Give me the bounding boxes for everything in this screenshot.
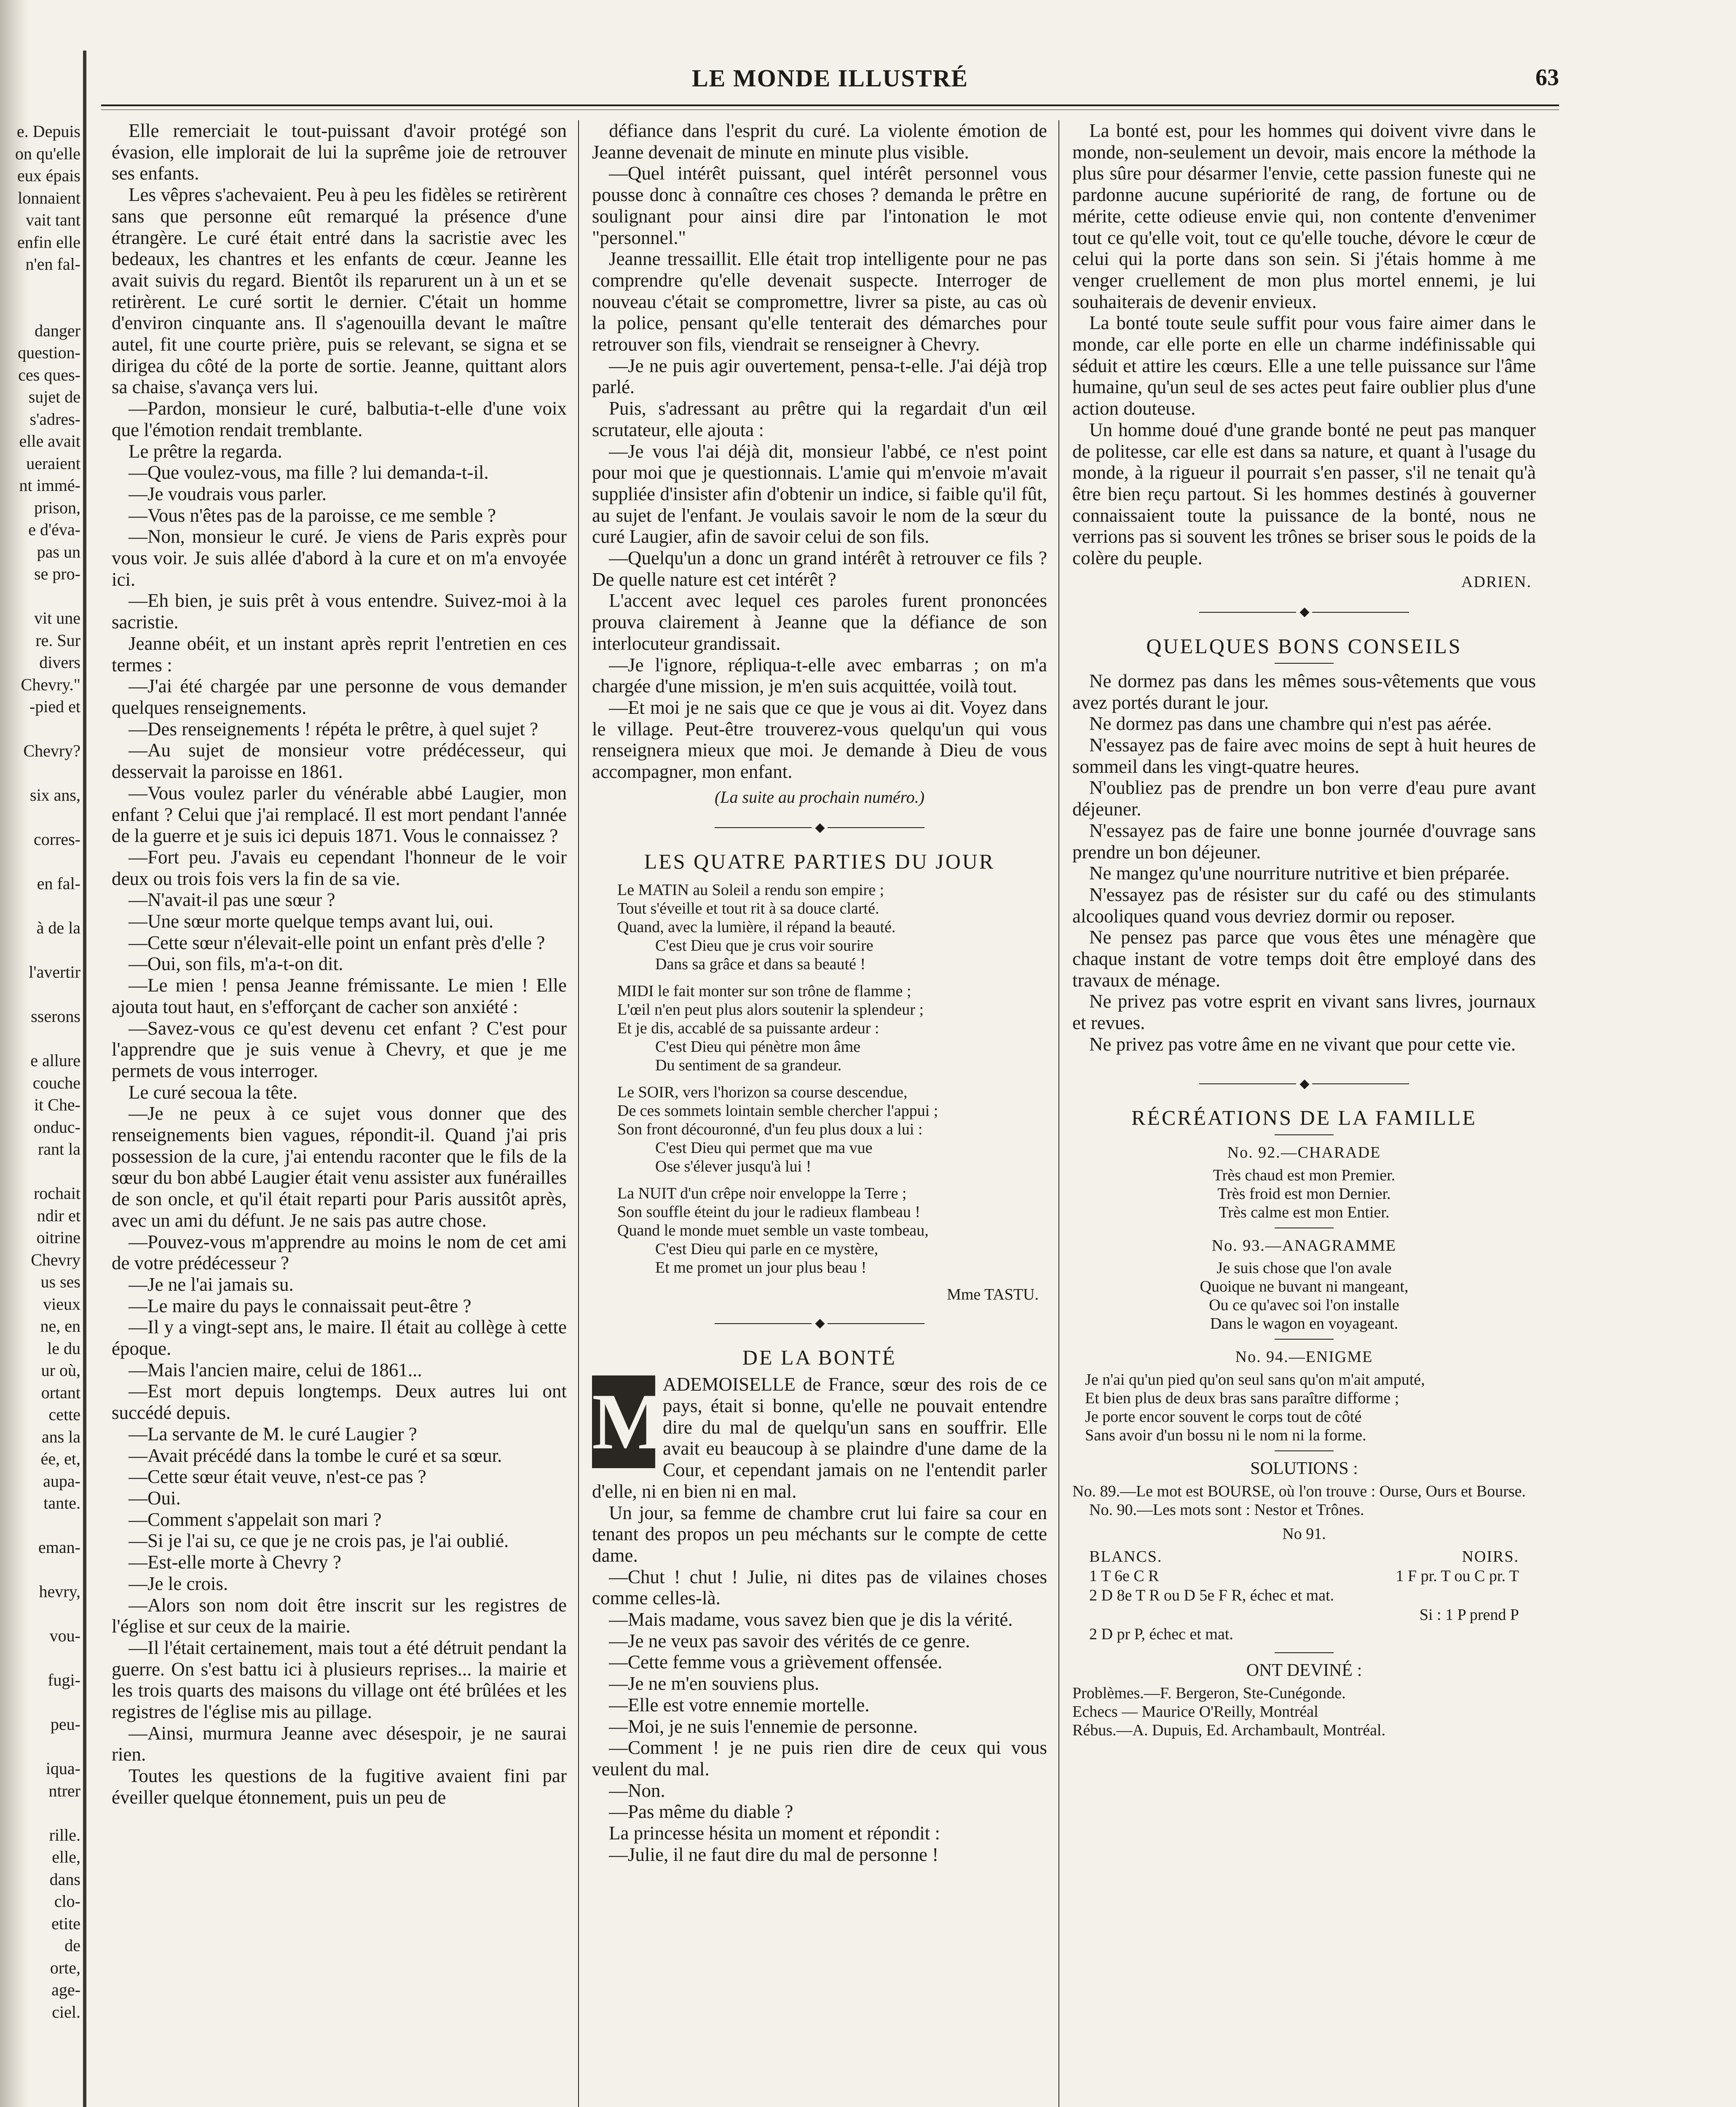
poem-line: Son front découronné, d'un feu plus doux a lui :	[617, 1120, 923, 1138]
story-paragraph: —Je ne puis agir ouvertement, pensa-t-elle. J'ai déjà trop parlé.	[592, 355, 1047, 398]
adjacent-page-line: e allure	[30, 1051, 80, 1070]
adjacent-page-line: iqua-	[46, 1759, 80, 1778]
adjacent-page-line: nt immé-	[19, 476, 80, 495]
adjacent-page-line: s'adres-	[29, 409, 80, 429]
story-paragraph: —Comment s'appelait son mari ?	[129, 1509, 382, 1530]
adjacent-page-line: age-	[51, 1980, 80, 1999]
adjacent-page-line: lonnaient	[18, 188, 80, 207]
puzzle-line: Je n'ai qu'un pied qu'on seul sans qu'on m'ait amputé,	[1085, 1371, 1425, 1389]
charade-heading: No. 92.—CHARADE	[1227, 1143, 1381, 1161]
conseil-item: N'oubliez pas de prendre un bon verre d'eau pure avant déjeuner.	[1072, 777, 1536, 820]
masthead	[101, 55, 1559, 118]
section-ornament: ◆	[592, 1311, 1047, 1334]
serial-suite-note: (La suite au prochain numéro.)	[714, 787, 925, 807]
drop-cap-letter: M	[592, 1375, 655, 1468]
conseil-item: Ne mangez qu'une nourriture nutritive et bien préparée.	[1089, 863, 1510, 884]
adjacent-page-line: de	[64, 1936, 80, 1955]
story-paragraph: Elle remerciait le tout-puissant d'avoir protégé son évasion, elle implorait de lui la suprême joie de retrouver ses enfants.	[112, 120, 567, 184]
poem-line: Quand le monde muet semble un vaste tombeau,	[617, 1221, 929, 1239]
story-paragraph: —Une sœur morte quelque temps avant lui, oui.	[129, 911, 494, 932]
adjacent-page-line: fugi-	[48, 1670, 80, 1689]
story-paragraph: —Est mort depuis longtemps. Deux autres lui ont succédé depuis.	[112, 1381, 567, 1423]
story-paragraph: —Non, monsieur le curé. Je viens de Paris exprès pour vous voir. Je suis allée d'abord à la cure et on m'a envoyée ici.	[112, 526, 567, 590]
adjacent-page-line: ne, en	[40, 1316, 80, 1335]
adjacent-page-line: sujet de	[28, 387, 80, 406]
conseils-list	[1072, 670, 1536, 1055]
adjacent-page-line: ciel.	[52, 2002, 80, 2021]
poem-line: Tout s'éveille et tout rit à sa douce clarté.	[617, 899, 879, 917]
devine-list	[1072, 1684, 1536, 1740]
adjacent-page-line: Chevry	[31, 1250, 80, 1269]
story-paragraph: défiance dans l'esprit du curé. La violente émotion de Jeanne devenait de minute en minute plus visible.	[592, 120, 1047, 163]
story-paragraph: Le prêtre la regarda.	[129, 440, 282, 462]
puzzle-line: Quoique ne buvant ni mangeant,	[1200, 1278, 1409, 1296]
serial-story-continued	[592, 120, 1047, 783]
conseils-title: QUELQUES BONS CONSEILS	[1146, 634, 1462, 658]
adjacent-page-line: it Che-	[34, 1095, 80, 1114]
poem-line: Et je dis, accablé de sa puissante ardeur :	[617, 1019, 879, 1037]
adjacent-page-line: eux épais	[17, 166, 80, 185]
adjacent-page-strip	[0, 0, 86, 2107]
story-paragraph: —Le maire du pays le connaissait peut-être ?	[129, 1295, 472, 1316]
poem-line: Et me promet un jour plus beau !	[655, 1258, 867, 1276]
column-3	[1072, 120, 1536, 2107]
chess-header-row	[1072, 1547, 1536, 1566]
bonte-body	[592, 1502, 1047, 1866]
adjacent-page-line: ces ques-	[18, 365, 80, 384]
adjacent-page-line: e. Depuis	[16, 122, 80, 141]
chess-move-2: 2 D 8e T R ou D 5e F R, échec et mat.	[1089, 1587, 1334, 1605]
bonte-paragraph: —Julie, il ne faut dire du mal de personne !	[609, 1844, 939, 1865]
chess-variant: Si : 1 P prend P	[1419, 1606, 1519, 1624]
title-underline	[1275, 663, 1334, 664]
column-2	[592, 120, 1047, 2107]
adjacent-page-line: à de la	[36, 918, 80, 937]
adjacent-page-line: dans	[49, 1869, 80, 1889]
adjacent-page-line: divers	[39, 653, 80, 672]
chess-move-white: 1 T 6e C R	[1089, 1567, 1159, 1585]
poem-author: Mme TASTU.	[947, 1285, 1039, 1303]
adjacent-page-line: oitrine	[36, 1228, 80, 1247]
story-paragraph: —Eh bien, je suis prêt à vous entendre. Suivez-moi à la sacristie.	[112, 590, 567, 633]
adjacent-page-line: ueraient	[26, 453, 80, 473]
poem-line: Son souffle éteint du jour le radieux flambeau !	[617, 1203, 920, 1221]
bonte-title: DE LA BONTÉ	[742, 1345, 897, 1369]
story-paragraph: —Fort peu. J'avais eu cependant l'honneur de le voir deux ou trois fois vers la fin de sa vie.	[112, 846, 567, 889]
story-paragraph: —Au sujet de monsieur votre prédécesseur, qui desservait la paroisse en 1861.	[112, 740, 567, 783]
adjacent-page-line: prison,	[34, 498, 80, 517]
poem-line: C'est Dieu qui permet que ma vue	[655, 1139, 873, 1157]
adjacent-page-line: sserons	[31, 1007, 80, 1026]
bonte-paragraph: —Cette femme vous a grièvement offensée.	[609, 1651, 943, 1673]
poem-stanza	[592, 982, 1047, 1075]
adjacent-page-line: aupa-	[43, 1471, 80, 1490]
story-paragraph: —Pardon, monsieur le curé, balbutia-t-elle d'une voix que l'émotion rendait tremblante.	[112, 398, 567, 440]
adjacent-page-line: ndir et	[37, 1206, 80, 1225]
puzzle-line: Très calme est mon Entier.	[1219, 1203, 1390, 1221]
conseil-item: Ne dormez pas dans une chambre qui n'est pas aérée.	[1089, 713, 1492, 735]
chess-move-row	[1072, 1566, 1536, 1586]
adjacent-page-line: vou-	[49, 1626, 80, 1645]
publication-title: LE MONDE ILLUSTRÉ	[691, 64, 969, 92]
story-paragraph: —Le mien ! pensa Jeanne frémissante. Le mien ! Elle ajouta tout haut, en s'efforçant de cacher son anxiété :	[112, 975, 567, 1017]
adjacent-page-line: le du	[47, 1338, 80, 1358]
story-paragraph: —Savez-vous ce qu'est devenu cet enfant ? C'est pour l'apprendre que je suis venue à Chevry, et que je me permets de vous interroger.	[112, 1017, 567, 1081]
column-1	[112, 120, 567, 2107]
adjacent-page-line: re. Sur	[35, 630, 80, 650]
bonte-paragraph: —Moi, je ne suis l'ennemie de personne.	[609, 1716, 918, 1737]
bonte-paragraph: La bonté est, pour les hommes qui doivent vivre dans le monde, non-seulement un devoir, mais encore la méthode la plus sûre pour désarmer l'envie, cette passion funeste qui ne pardonne aucune supériorité de rang, de fortune ou de mérite, cette odieuse envie qui, non contente d'envenimer tout ce qu'elle voit, tout ce qu'elle touche, dévore le cœur de celui qui la porte dans son sein. Si j'étais homme à me venger cruellement de mon plus mortel ennemi, je lui souhaiterais de devenir envieux.	[1072, 120, 1536, 312]
solution-90: No. 90.—Les mots sont : Nestor et Trônes.	[1089, 1501, 1364, 1519]
story-paragraph: —Je l'ignore, répliqua-t-elle avec embarras ; on m'a chargée d'une mission, je m'en suis acquittée, voilà tout.	[592, 654, 1047, 697]
poem-body	[592, 881, 1047, 1277]
title-underline	[1275, 1134, 1334, 1135]
story-paragraph: —Oui, son fils, m'a-t-on dit.	[129, 953, 343, 975]
puzzle-line: Très chaud est mon Premier.	[1213, 1166, 1396, 1184]
conseil-item: N'essayez pas de résister sur du café ou des stimulants alcooliques quand vous devriez dormir ou reposer.	[1072, 884, 1536, 927]
divider	[1275, 1652, 1334, 1653]
story-paragraph: —Je ne peux à ce sujet vous donner que des renseignements bien vagues, répondit-il. Quand j'ai pris possession de la cure, j'ai entendu raconter que le fils de la sœur du bon abbé Laugier était venu assister aux funérailles de son oncle, et qu'il était reparti pour Paris aussitôt après, avec un ami du défunt. Je ne sais pas autre chose.	[112, 1103, 567, 1231]
poem-line: MIDI le fait monter sur son trône de flamme ;	[617, 982, 911, 1000]
story-paragraph: —Je ne l'ai jamais su.	[129, 1273, 294, 1295]
adjacent-page-line: vit une	[34, 609, 80, 627]
poem-line: Quand, avec la lumière, il répand la beauté.	[617, 918, 896, 936]
section-ornament: ◆	[1072, 600, 1536, 623]
story-paragraph: —Des renseignements ! répéta le prêtre, à quel sujet ?	[129, 718, 538, 740]
story-paragraph: —Cette sœur était veuve, n'est-ce pas ?	[129, 1466, 426, 1488]
chess-black-label: NOIRS.	[1462, 1548, 1519, 1566]
adjacent-page-line: vait tant	[26, 210, 80, 229]
bonte-paragraph: —Comment ! je ne puis rien dire de ceux qui vous veulent du mal.	[592, 1737, 1047, 1780]
puzzle-line: Ou ce qu'avec soi l'on installe	[1209, 1296, 1399, 1314]
story-paragraph: —Est-elle morte à Chevry ?	[129, 1552, 341, 1573]
poem-line: C'est Dieu que je crus voir sourire	[655, 936, 873, 954]
poem-stanza	[592, 1083, 1047, 1176]
bonte-paragraph: —Non.	[609, 1780, 665, 1801]
enigme-text	[1072, 1370, 1536, 1445]
puzzle-line: Echecs — Maurice O'Reilly, Montréal	[1072, 1703, 1318, 1721]
adjacent-page-line: rille.	[49, 1825, 80, 1844]
anagramme-text	[1072, 1259, 1536, 1333]
divider	[1275, 1339, 1334, 1340]
story-paragraph: —Je le crois.	[129, 1573, 228, 1594]
bonte-opening	[592, 1374, 1047, 1502]
adjacent-page-line: se pro-	[34, 564, 80, 583]
story-paragraph: —Alors son nom doit être inscrit sur les registres de l'église et sur ceux de la mairie.	[112, 1594, 567, 1637]
adjacent-page-line: n'en fal-	[25, 255, 80, 273]
conseil-item: Ne privez pas votre esprit en vivant sans livres, journaux et revues.	[1072, 991, 1536, 1034]
poem-line: Le MATIN au Soleil a rendu son empire ;	[617, 881, 884, 899]
poem-line: Dans sa grâce et dans sa beauté !	[655, 955, 866, 973]
bonte-paragraph: Un homme doué d'une grande bonté ne peut pas manquer de politesse, car elle est dans sa nature, et quant à l'usage du monde, à la rigueur il pourrait s'en passer, s'il ne tenait qu'à être bien reçu partout. Si les hommes destinés à gouverner connaissaient toute la puissance de la bonté, nous ne verrions pas si souvent les trônes se briser sous le poids de la colère du peuple.	[1072, 419, 1536, 569]
column-rule	[578, 120, 579, 2107]
poem-line: C'est Dieu qui pénètre mon âme	[655, 1037, 860, 1056]
section-ornament: ◆	[592, 816, 1047, 839]
conseil-item: N'essayez pas de faire avec moins de sept à huit heures de sommeil dans les vingt-quatre heures.	[1072, 734, 1536, 777]
puzzle-line: Problèmes.—F. Bergeron, Ste-Cunégonde.	[1072, 1684, 1346, 1702]
poem-stanza	[592, 1184, 1047, 1277]
adjacent-page-edge	[83, 51, 86, 2107]
puzzle-line: Très froid est mon Dernier.	[1217, 1185, 1391, 1203]
story-paragraph: —N'avait-il pas une sœur ?	[129, 889, 335, 911]
adjacent-page-line: orte,	[50, 1958, 80, 1977]
adjacent-page-line: ée, et,	[40, 1449, 80, 1468]
conseil-item: N'essayez pas de faire une bonne journée d'ouvrage sans prendre un bon déjeuner.	[1072, 820, 1536, 863]
adjacent-page-line: eman-	[38, 1538, 80, 1557]
story-paragraph: —Avait précédé dans la tombe le curé et sa sœur.	[129, 1445, 502, 1466]
story-paragraph: —Cette sœur n'élevait-elle point un enfant près d'elle ?	[129, 932, 545, 953]
adjacent-page-line: ur où,	[41, 1361, 80, 1380]
puzzle-line: Je suis chose que l'on avale	[1216, 1259, 1392, 1277]
poem-line: Le SOIR, vers l'horizon sa course descendue,	[617, 1083, 908, 1101]
adjacent-page-line: en fal-	[37, 874, 80, 893]
puzzle-line: Je porte encor souvent le corps tout de côté	[1085, 1408, 1362, 1426]
serial-story-text	[112, 120, 567, 1808]
bonte-paragraph: La princesse hésita un moment et répondit :	[609, 1823, 940, 1844]
story-paragraph: —Pouvez-vous m'apprendre au moins le nom de cet ami de votre prédécesseur ?	[112, 1231, 567, 1274]
bonte-paragraph: —Je ne m'en souviens plus.	[609, 1673, 820, 1694]
bonte-first-paragraph: ADEMOISELLE de France, sœur des rois de ce pays, était si bonne, qu'elle ne pouvait entendre dire du mal de quelqu'un sans en souffrir. Elle avait eu beaucoup à se plaindre d'une dame de la Cour, et cependant jamais on ne l'entendit parler d'elle, ni en bien ni en mal.	[592, 1374, 1047, 1502]
section-ornament: ◆	[1072, 1072, 1536, 1095]
story-paragraph: —J'ai été chargée par une personne de vous demander quelques renseignements.	[112, 676, 567, 718]
enigme-heading: No. 94.—ENIGME	[1235, 1348, 1373, 1366]
poem-line: C'est Dieu qui parle en ce mystère,	[655, 1240, 879, 1258]
column-rule	[1058, 120, 1059, 2107]
adjacent-page-line: elle,	[52, 1847, 80, 1866]
adjacent-page-line: corres-	[33, 830, 80, 849]
bonte-paragraph: —Je ne veux pas savoir des vérités de ce genre.	[609, 1630, 970, 1651]
poem-title: LES QUATRE PARTIES DU JOUR	[644, 850, 995, 874]
puzzle-line: Rébus.—A. Dupuis, Ed. Archambault, Montréal.	[1072, 1721, 1386, 1740]
conseil-item: Ne dormez pas dans les mêmes sous-vêtements que vous avez portés durant le jour.	[1072, 670, 1536, 713]
adjacent-page-line: cette	[48, 1405, 80, 1424]
story-paragraph: —Il l'était certainement, mais tout a été détruit pendant la guerre. On s'est battu ici à plusieurs reprises... la mairie et les trois quarts des maisons du village ont été brûlées et les registres de l'église mis au pillage.	[112, 1637, 567, 1723]
adjacent-page-line: rant la	[38, 1139, 80, 1158]
adjacent-page-line: six ans,	[30, 785, 80, 804]
recreations-title: RÉCRÉATIONS DE LA FAMILLE	[1131, 1106, 1477, 1130]
adjacent-page-line: e d'éva-	[28, 520, 80, 539]
adjacent-page-line: us ses	[40, 1272, 80, 1291]
bonte-paragraph: —Elle est votre ennemie mortelle.	[609, 1694, 870, 1716]
chess-variant-2: 2 D pr P, échec et mat.	[1089, 1625, 1233, 1643]
story-paragraph: —Mais l'ancien maire, celui de 1861...	[129, 1359, 422, 1381]
bonte-paragraph: La bonté toute seule suffit pour vous faire aimer dans le monde, car elle porte en elle un charme indéfinissable qui séduit et attire les cœurs. Elle a une telle puissance sur l'âme humaine, qu'un seul de ses actes peut faire oublier plus d'une action douteuse.	[1072, 312, 1536, 419]
puzzle-line: Sans avoir d'un bossu ni le nom ni la forme.	[1085, 1426, 1366, 1445]
poem-line: De ces sommets lointain semble chercher l'appui ;	[617, 1102, 938, 1120]
story-paragraph: Jeanne tressaillit. Elle était trop intelligente pour ne pas comprendre qu'elle devenait suspecte. Interroger de nouveau c'était se compromettre, livrer sa piste, au cas où la police, pensant qu'elle tenterait des démarches pour retrouver son fils, viendrait se renseigner à Chevry.	[592, 248, 1047, 355]
puzzle-line: Et bien plus de deux bras sans paraître difforme ;	[1085, 1389, 1399, 1407]
adjacent-page-line: pas un	[37, 542, 80, 561]
adjacent-page-line: etite	[51, 1914, 80, 1933]
story-paragraph: —Je voudrais vous parler.	[129, 483, 327, 504]
adjacent-page-line: enfin elle	[17, 232, 80, 252]
poem-stanza	[592, 881, 1047, 973]
puzzle-line: Dans le wagon en voyageant.	[1210, 1315, 1398, 1333]
adjacent-page-line: ans la	[41, 1427, 80, 1446]
bonte-paragraph: Un jour, sa femme de chambre crut lui faire sa cour en tenant des propos un peu méchants sur le compte de cette dame.	[592, 1502, 1047, 1566]
bonte-paragraph: —Mais madame, vous savez bien que je dis la vérité.	[609, 1609, 1013, 1630]
adjacent-page-line: clo-	[54, 1892, 80, 1911]
page-number: 63	[1535, 64, 1559, 91]
adjacent-page-line: vieux	[43, 1294, 80, 1314]
story-paragraph: —Que voulez-vous, ma fille ? lui demanda-t-il.	[129, 462, 489, 483]
story-paragraph: —Je vous l'ai déjà dit, monsieur l'abbé, ce n'est point pour moi que je questionnais. L'amie qui m'envoie m'avait suppliée d'insister afin d'obtenir un indice, si faible qu'il fût, au sujet de l'enfant. Je voulais savoir le nom de la sœur du curé Laugier, afin de savoir celui de son fils.	[592, 440, 1047, 547]
story-paragraph: —Vous n'êtes pas de la paroisse, ce me semble ?	[129, 504, 496, 526]
poem-line: L'œil n'en peut plus alors soutenir la splendeur ;	[617, 1000, 924, 1019]
story-paragraph: Jeanne obéit, et un instant après reprit l'entretien en ces termes :	[112, 633, 567, 676]
story-paragraph: L'accent avec lequel ces paroles furent prononcées prouva clairement à Jeanne que la défiance de son interlocuteur grandissait.	[592, 590, 1047, 654]
story-paragraph: —La servante de M. le curé Laugier ?	[129, 1423, 417, 1445]
adjacent-page-line: ntrer	[48, 1781, 80, 1800]
chess-solution	[1072, 1547, 1536, 1644]
adjacent-page-line: on qu'elle	[15, 144, 80, 163]
adjacent-page-line: elle avait	[19, 432, 80, 450]
chess-white-label: BLANCS.	[1089, 1548, 1163, 1566]
divider	[1275, 1450, 1334, 1451]
story-paragraph: —Oui.	[129, 1488, 181, 1509]
adjacent-page-line: -pied et	[29, 697, 80, 716]
bonte-paragraph: —Pas même du diable ?	[609, 1801, 793, 1823]
adjacent-page-line: Chevry."	[21, 675, 80, 694]
chess-move-black: 1 F pr. T ou C pr. T	[1396, 1567, 1519, 1585]
story-paragraph: —Il y a vingt-sept ans, le maire. Il était au collège à cette époque.	[112, 1316, 567, 1359]
solution-91-heading: No 91.	[1282, 1525, 1326, 1543]
adjacent-page-line: rochait	[33, 1184, 80, 1203]
story-paragraph: Toutes les questions de la fugitive avaient fini par éveiller quelque étonnement, puis un peu de	[112, 1765, 567, 1808]
adjacent-page-line: hevry,	[39, 1582, 80, 1601]
solution-89: No. 89.—Le mot est BOURSE, où l'on trouve : Ourse, Ours et Bourse.	[1072, 1482, 1526, 1500]
adjacent-page-line: onduc-	[33, 1117, 80, 1137]
story-paragraph: —Et moi je ne sais que ce que je vous ai dit. Voyez dans le village. Peut-être trouverez-vous quelqu'un qui vous renseignera mieux que moi. Je demande à Dieu de vous accompagner, mon enfant.	[592, 697, 1047, 783]
adjacent-page-line: peu-	[50, 1715, 80, 1734]
adjacent-page-line: question-	[18, 343, 80, 362]
story-paragraph: —Quelqu'un a donc un grand intérêt à retrouver ce fils ? De quelle nature est cet intérêt ?	[592, 547, 1047, 590]
adjacent-page-line: ortant	[41, 1383, 80, 1402]
poem-line: Du sentiment de sa grandeur.	[655, 1056, 842, 1074]
bonte-paragraph: —Chut ! chut ! Julie, ni dites pas de vilaines choses comme celles-là.	[592, 1566, 1047, 1609]
poem-line: La NUIT d'un crêpe noir enveloppe la Terre ;	[617, 1184, 907, 1202]
story-paragraph: —Ainsi, murmura Jeanne avec désespoir, je ne saurai rien.	[112, 1722, 567, 1765]
adjacent-page-line: Chevry?	[23, 741, 80, 760]
story-paragraph: —Si je l'ai su, ce que je ne crois pas, je l'ai oublié.	[129, 1530, 509, 1552]
conseil-item: Ne privez pas votre âme en ne vivant que pour cette vie.	[1089, 1033, 1516, 1055]
poem-line: Ose s'élever jusqu'à lui !	[655, 1157, 812, 1175]
story-paragraph: Puis, s'adressant au prêtre qui la regardait d'un œil scrutateur, elle ajouta :	[592, 398, 1047, 440]
adjacent-page-line: danger	[35, 321, 80, 340]
bonte-continued	[1072, 120, 1536, 569]
story-paragraph: Le curé secoua la tête.	[129, 1081, 298, 1103]
charade-text	[1072, 1166, 1536, 1222]
solutions-heading: SOLUTIONS :	[1250, 1459, 1358, 1479]
story-paragraph: —Quel intérêt puissant, quel intérêt personnel vous pousse donc à connaître ces choses ? demanda le prêtre en soulignant pour ainsi dire par l'intonation le mot "personnel."	[592, 163, 1047, 248]
bonte-author: ADRIEN.	[1461, 573, 1532, 591]
anagramme-heading: No. 93.—ANAGRAMME	[1211, 1236, 1397, 1255]
devine-heading: ONT DEVINÉ :	[1246, 1661, 1362, 1681]
adjacent-page-line: tante.	[43, 1493, 80, 1512]
adjacent-page-line: couche	[32, 1073, 80, 1092]
story-paragraph: —Vous voulez parler du vénérable abbé Laugier, mon enfant ? Celui que j'ai remplacé. Il est mort pendant l'année de la guerre et je suis ici depuis 1871. Vous le connaissez ?	[112, 782, 567, 847]
masthead-rule	[101, 105, 1559, 106]
adjacent-page-line: l'avertir	[29, 962, 80, 981]
story-paragraph: Les vêpres s'achevaient. Peu à peu les fidèles se retirèrent sans que personne eût remarqué la présence d'une étrangère. Le curé était entré dans la sacristie avec les bedeaux, les chantres et les enfants de cœur. Jeanne les avait suivis du regard. Bientôt ils reparurent un à un et se retirèrent. Le curé sortit le dernier. C'était un homme d'environ cinquante ans. Il s'agenouilla devant le maître autel, fit une courte prière, puis se relevant, se signa et se dirigea du côté de la porte de sortie. Jeanne, quittant alors sa chaise, s'avança vers lui.	[112, 184, 567, 398]
conseil-item: Ne pensez pas parce que vous êtes une ménagère que chaque instant de votre temps doit être employé dans des travaux de ménage.	[1072, 927, 1536, 991]
